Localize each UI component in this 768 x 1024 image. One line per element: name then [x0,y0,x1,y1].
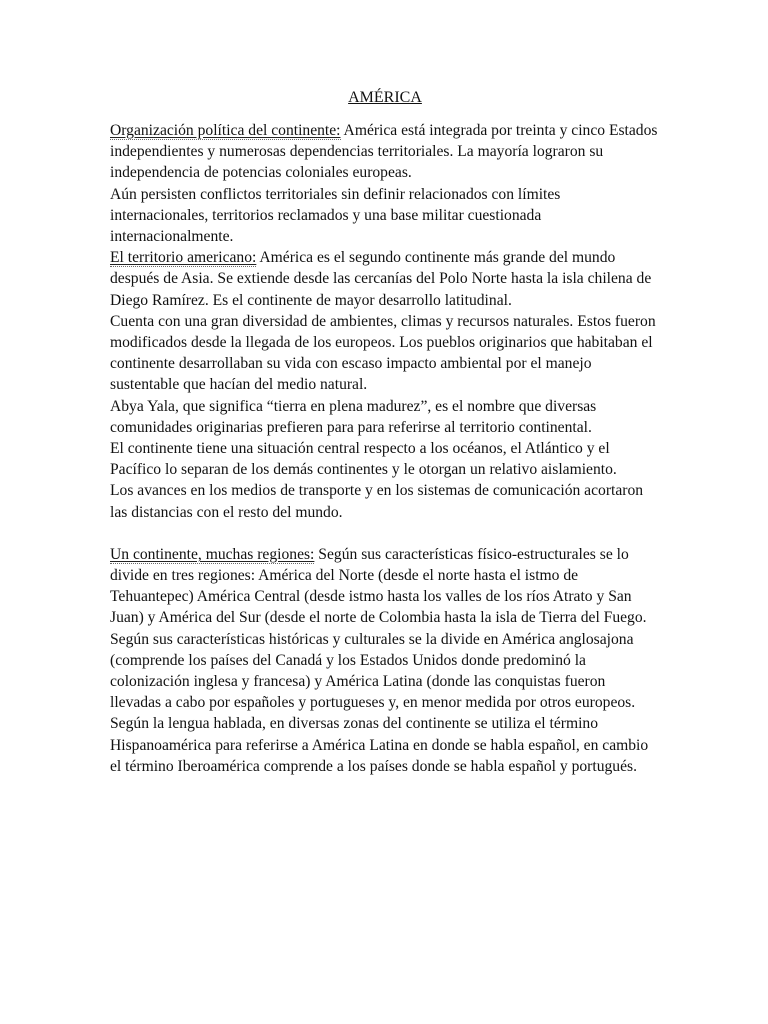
paragraph-environments: Cuenta con una gran diversidad de ambientes, climas y recursos naturales. Estos fueron modificados desde la llegada de los europeos. Los pueblos originarios que habitaban el continente desarrollaban su vida con escaso impacto ambiental por el manejo sustentable que hacían del medio natural. [110,312,656,394]
paragraph-transport: Los avances en los medios de transporte y en los sistemas de comunicación acortaron las distancias con el resto del mundo. [110,482,644,521]
heading-american-territory: El territorio americano: [110,249,257,267]
heading-political-organization: Organización política del continente: [110,122,341,139]
text-political-organization: América está integrada por treinta y cinco Estados independientes y numerosas dependencias territoriales. La mayoría lograron su independencia de potencias coloniales europeas. [110,122,658,182]
paragraph-language: Según la lengua hablada, en diversas zonas del continente se utiliza el término Hispanoamérica para referirse a América Latina en donde se habla español, en cambio el término Iberoamérica comprende a los países donde se habla español y portugués. [110,715,649,775]
paragraph-oceans: El continente tiene una situación central respecto a los océanos, el Atlántico y el Pacífico lo separan de los demás continentes y le otorgan un relativo aislamiento. [110,440,617,479]
document-title: AMÉRICA [348,89,422,106]
paragraph-political-organization [110,120,660,184]
text-regions: Según sus características físico-estructurales se lo divide en tres regiones: América del Norte (desde el norte hasta el istmo de Tehuantepec) América Central (desde istmo hasta los valles de los ríos Atrato y San Juan) y América del Sur (desde el norte de Colombia hasta la isla de Tierra del Fuego. [110,545,647,627]
paragraph-gap [110,523,660,544]
document-page [110,86,660,777]
heading-regions: Un continente, muchas regiones: [110,545,315,563]
text-american-territory: América es el segundo continente más grande del mundo después de Asia. Se extiende desde las cercanías del Polo Norte hasta la isla chilena de Diego Ramírez. Es el continente de mayor desarrollo latitudinal. [110,249,652,309]
paragraph-american-territory [110,247,660,311]
paragraph-cultural-division: Según sus características históricas y culturales se la divide en América anglosajona (comprende los países del Canadá y los Estados Unidos donde predominó la colonización inglesa y francesa) y América Latina (donde las conquistas fueron llevadas a cabo por españoles y portugueses y, en menor medida por otros europeos. [110,630,636,712]
paragraph-territorial-conflicts: Aún persisten conflictos territoriales sin definir relacionados con límites internacionales, territorios reclamados y una base militar cuestionada internacionalmente. [110,185,561,246]
paragraph-regions [110,544,660,629]
paragraph-abya-yala: Abya Yala, que significa “tierra en plena madurez”, es el nombre que diversas comunidades originarias prefieren para para referirse al territorio continental. [110,397,597,436]
